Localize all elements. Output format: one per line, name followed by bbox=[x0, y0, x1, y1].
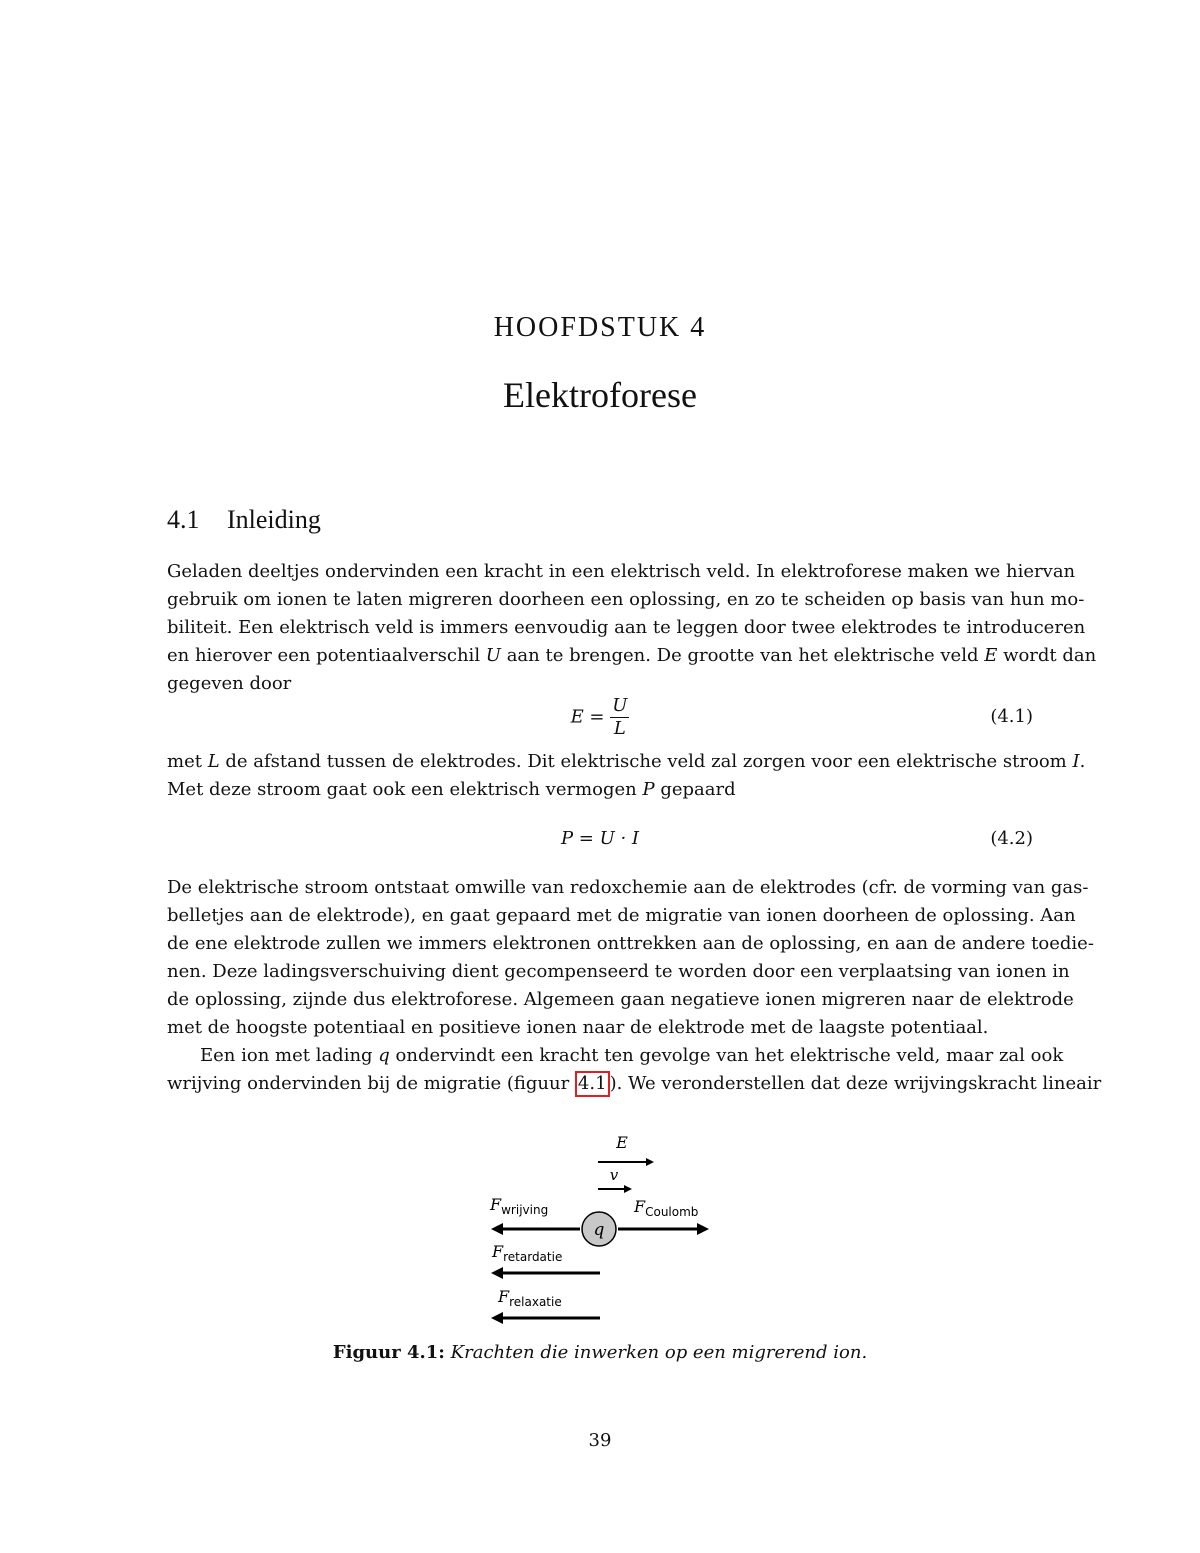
section-title: Inleiding bbox=[227, 505, 321, 534]
label-E: E bbox=[616, 1133, 628, 1152]
math-var: E bbox=[984, 645, 998, 666]
fraction-denominator: L bbox=[613, 718, 626, 739]
text-line: Met deze stroom gaat ook een elektrisch vermogen P gepaard bbox=[167, 779, 736, 800]
text-line: gebruik om ionen te laten migreren doorheen een oplossing, en zo te scheiden op basis van hun mo- bbox=[167, 589, 1085, 610]
text-line: de ene elektrode zullen we immers elektronen onttrekken aan de oplossing, en aan de andere toedie- bbox=[167, 933, 1094, 954]
text-line: De elektrische stroom ontstaat omwille van redoxchemie aan de elektrodes (cfr. de vorming van gas- bbox=[167, 877, 1089, 898]
section-heading bbox=[167, 505, 321, 535]
fraction-numerator: U bbox=[612, 695, 628, 716]
text-line: nen. Deze ladingsverschuiving dient gecompenseerd te worden door een verplaatsing van ionen in bbox=[167, 961, 1070, 982]
equation-fraction bbox=[610, 695, 629, 740]
text-line: biliteit. Een elektrisch veld is immers eenvoudig aan te leggen door twee elektrodes te introduceren bbox=[167, 617, 1086, 638]
page-number: 39 bbox=[588, 1430, 612, 1451]
math-var: L bbox=[207, 751, 220, 772]
text-line: de oplossing, zijnde dus elektroforese. Algemeen gaan negatieve ionen migreren naar de elektrode bbox=[167, 989, 1074, 1010]
section-number: 4.1 bbox=[167, 505, 200, 534]
text-line: wrijving ondervinden bij de migratie (figuur 4.1 ). We veronderstellen dat deze wrijvingskracht lineair bbox=[167, 1070, 1033, 1098]
equation-number: (4.2) bbox=[990, 828, 1033, 849]
math-var: U bbox=[485, 645, 501, 666]
text-line: met L de afstand tussen de elektrodes. Dit elektrische veld zal zorgen voor een elektrische stroom I. bbox=[167, 751, 1086, 772]
equation-4-1 bbox=[167, 695, 1033, 745]
equation-lhs: E = bbox=[570, 706, 605, 728]
forces-figure bbox=[480, 1130, 720, 1330]
math-var: q bbox=[378, 1045, 390, 1066]
label-F-coulomb: $F_{Coulomb}$ bbox=[634, 1197, 699, 1219]
math-var: I bbox=[1072, 751, 1080, 772]
math-var: P bbox=[642, 779, 655, 800]
label-q: q bbox=[593, 1220, 605, 1240]
label-v: v bbox=[609, 1166, 619, 1184]
figure-caption bbox=[0, 1342, 1200, 1363]
equation-body: P = U · I bbox=[560, 828, 640, 849]
label-F-wrijving: $F_{wrijving}$ bbox=[490, 1195, 549, 1217]
text-line: Geladen deeltjes ondervinden een kracht in een elektrisch veld. In elektroforese maken we hiervan bbox=[167, 561, 1076, 582]
caption-text: Krachten die inwerken op een migrerend ion. bbox=[450, 1342, 868, 1363]
chapter-title: Elektroforese bbox=[503, 375, 697, 415]
equation-number: (4.1) bbox=[990, 706, 1033, 727]
caption-label: Figuur 4.1: bbox=[332, 1342, 445, 1363]
equation-4-2 bbox=[167, 828, 1033, 856]
text-line: met de hoogste potentiaal en positieve ionen naar de elektrode met de laagste potentiaal. bbox=[167, 1017, 989, 1038]
text-line: Een ion met lading q ondervindt een kracht ten gevolge van het elektrische veld, maar zal ook bbox=[200, 1045, 1064, 1066]
text-line: gegeven door bbox=[167, 673, 292, 694]
label-F-relaxatie: $F_{relaxatie}$ bbox=[498, 1287, 562, 1309]
text-line: belletjes aan de elektrode), en gaat gepaard met de migratie van ionen doorheen de oplossing. Aan bbox=[167, 905, 1076, 926]
text-line: en hierover een potentiaalverschil U aan te brengen. De grootte van het elektrische veld E wordt dan bbox=[167, 645, 1097, 666]
chapter-label: HOOFDSTUK 4 bbox=[493, 312, 707, 343]
figure-reference-link[interactable]: 4.1 bbox=[575, 1071, 610, 1097]
label-F-retardatie: $F_{retardatie}$ bbox=[492, 1242, 563, 1264]
